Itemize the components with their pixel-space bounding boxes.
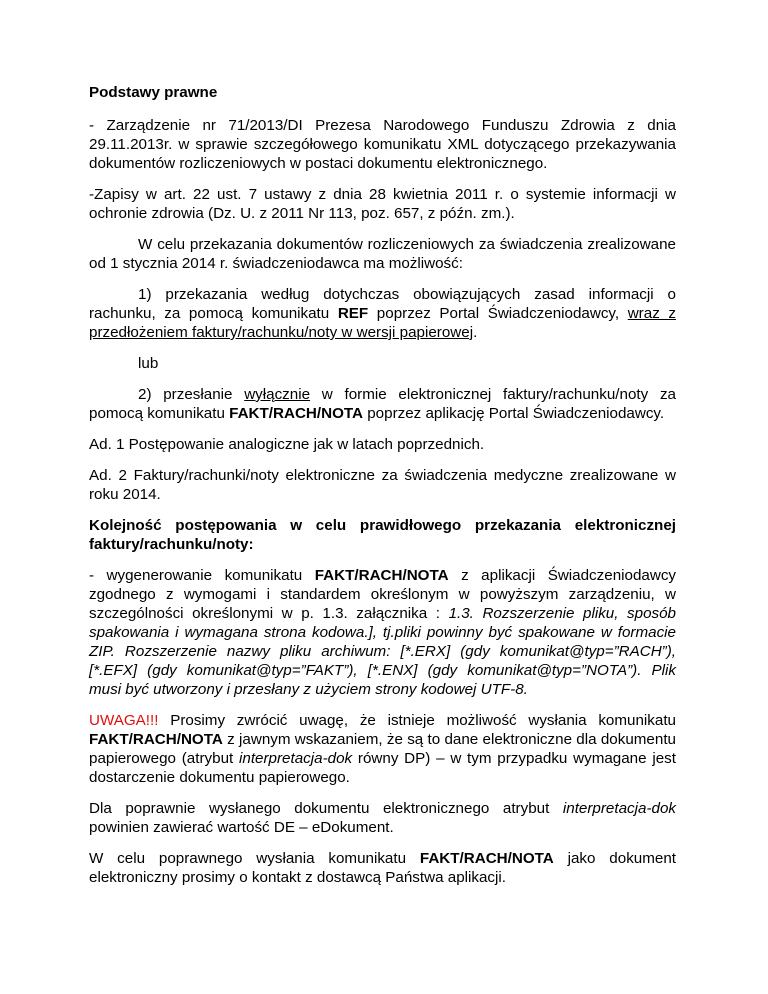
step-text-a: - wygenerowanie komunikatu bbox=[89, 567, 315, 584]
options-intro-paragraph: W celu przekazania dokumentów rozliczeniowych za świadczenia zrealizowane od 1 stycznia 2014 r. świadczeniodawca ma możliwość: bbox=[89, 236, 676, 272]
ad-2-paragraph: Ad. 2 Faktury/rachunki/noty elektroniczne za świadczenia medyczne zrealizowane w roku 2014. bbox=[89, 467, 676, 503]
option-2-text-a: 2) przesłanie bbox=[138, 386, 245, 403]
ad-1-paragraph: Ad. 1 Postępowanie analogiczne jak w latach poprzednich. bbox=[89, 436, 485, 453]
step-message-code: FAKT/RACH/NOTA bbox=[314, 567, 449, 584]
option-1-text-b: poprzez Portal Świadczeniodawcy, bbox=[368, 305, 628, 322]
closing-paragraph bbox=[89, 849, 676, 887]
warning-message-code: FAKT/RACH/NOTA bbox=[89, 731, 223, 748]
section-heading: Podstawy prawne bbox=[89, 84, 218, 101]
option-2-paragraph bbox=[89, 385, 676, 423]
legal-basis-paragraph-2: -Zapisy w art. 22 ust. 7 ustawy z dnia 28 kwietnia 2011 r. o systemie informacji w ochronie zdrowia (Dz. U. z 2011 Nr 113, poz. 657, z późn. zm.). bbox=[89, 186, 676, 222]
option-2-message-code: FAKT/RACH/NOTA bbox=[229, 405, 364, 422]
option-1-paragraph bbox=[89, 285, 676, 342]
warning-paragraph bbox=[89, 711, 676, 787]
warning-text-a: Prosimy zwrócić uwagę, że istnieje możliwość wysłania komunikatu bbox=[158, 712, 676, 729]
procedure-subheading: Kolejność postępowania w celu prawidłowego przekazania elektronicznej faktury/rachunku/noty: bbox=[89, 517, 676, 553]
or-separator: lub bbox=[138, 355, 159, 372]
step-text-b: z aplikacji Świadczeniodawcy zgodnego z wymogami i standardem określonym w powyższym zarządzeniu, w szczególności określonymi w p. 1.3. załącznika : bbox=[89, 567, 677, 622]
warning-label: UWAGA!!! bbox=[89, 712, 159, 729]
warning-text-c: równy DP) – w tym przypadku wymagane jest dostarczenie dokumentu papierowego. bbox=[89, 750, 676, 786]
closing-text-b: jako dokument elektroniczny prosimy o kontakt z dostawcą Państwa aplikacji. bbox=[89, 850, 676, 886]
option-2-text-c: poprzez aplikację Portal Świadczeniodawcy. bbox=[363, 405, 665, 422]
option-1-ref-code: REF bbox=[337, 305, 369, 322]
option-2-underlined-text: wyłącznie bbox=[244, 386, 311, 403]
option-1-underlined-text: wraz z przedłożeniem faktury/rachunku/noty w wersji papierowej bbox=[89, 305, 676, 341]
correct-document-paragraph bbox=[89, 799, 676, 837]
closing-message-code: FAKT/RACH/NOTA bbox=[419, 850, 554, 867]
correct-text-b: powinien zawierać wartość DE – eDokument. bbox=[89, 819, 394, 836]
correct-attribute-name: interpretacja-dok bbox=[562, 800, 676, 817]
option-1-text-a: 1) przekazania według dotychczas obowiązujących zasad informacji o rachunku, za pomocą komunikatu bbox=[89, 286, 676, 322]
correct-text-a: Dla poprawnie wysłanego dokumentu elektronicznego atrybut bbox=[89, 800, 563, 817]
closing-text-a: W celu poprawnego wysłania komunikatu bbox=[89, 850, 420, 867]
warning-attribute-name: interpretacja-dok bbox=[239, 750, 353, 767]
option-2-text-b: w formie elektronicznej faktury/rachunku/noty za pomocą komunikatu bbox=[89, 386, 676, 422]
procedure-step-paragraph bbox=[89, 566, 676, 699]
step-italic-text: 1.3. Rozszerzenie pliku, sposób spakowania i wymagana strona kodowa.], tj.pliki powinny być spakowane w formacie ZIP. Rozszerzenie nazwy pliku archiwum: [*.ERX] (gdy komunikat@typ=”RACH”), [*.EFX] (gdy komunikat@typ=”FAKT”), [*.ENX] (gdy komunikat@typ=”NOTA”). Plik musi być utworzony i przesłany z użyciem strony kodowej UTF-8. bbox=[89, 605, 676, 698]
option-1-text-c: . bbox=[473, 324, 478, 341]
warning-text-b: z jawnym wskazaniem, że są to dane elektroniczne dla dokumentu papierowego (atrybut bbox=[89, 731, 676, 767]
legal-basis-paragraph-1: - Zarządzenie nr 71/2013/DI Prezesa Narodowego Funduszu Zdrowia z dnia 29.11.2013r. w sprawie szczegółowego komunikatu XML dotyczącego przekazywania dokumentów rozliczeniowych w postaci dokumentu elektronicznego. bbox=[89, 117, 676, 172]
